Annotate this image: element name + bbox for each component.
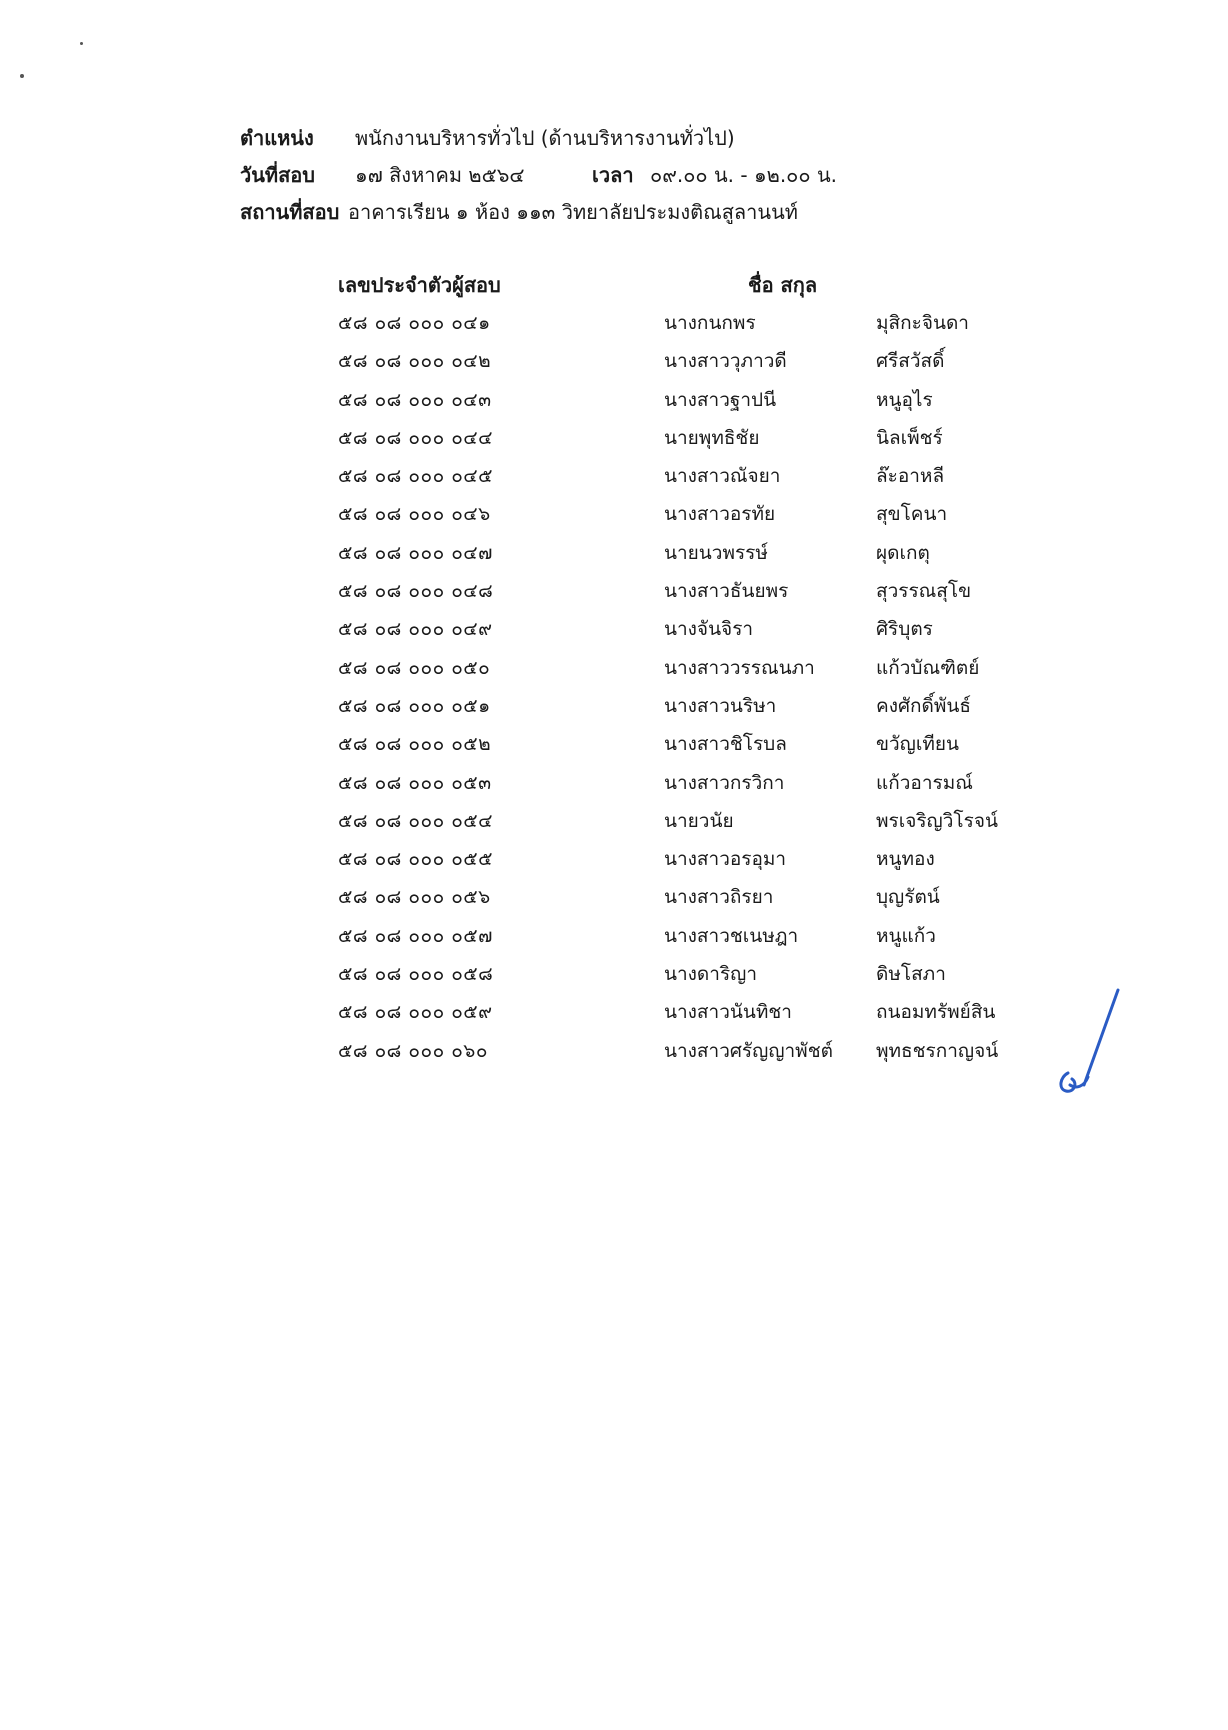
candidate-last-name: ผุดเกตุ — [876, 541, 930, 564]
candidate-list — [338, 266, 1038, 1070]
table-row — [338, 610, 1038, 648]
candidate-last-name: แก้วบัณฑิตย์ — [876, 656, 980, 679]
scan-speck — [80, 42, 83, 45]
candidate-last-name: ศิริบุตร — [876, 618, 933, 641]
candidate-id: ๕๘ ๐๘ ๐๐๐ ๐๔๔ — [338, 426, 494, 449]
table-row — [338, 419, 1038, 457]
table-body — [338, 304, 1038, 1070]
candidate-last-name: สุวรรณสุโข — [876, 580, 972, 603]
candidate-first-name: นางสาวนริษา — [664, 694, 777, 717]
candidate-first-name: นางสาวอรทัย — [664, 503, 776, 526]
table-row — [338, 304, 1038, 342]
candidate-last-name: บุญรัตน์ — [876, 886, 940, 909]
time-value: ๐๙.๐๐ น. - ๑๒.๐๐ น. — [650, 163, 837, 187]
candidate-id: ๕๘ ๐๘ ๐๐๐ ๐๕๐ — [338, 656, 491, 679]
candidate-id: ๕๘ ๐๘ ๐๐๐ ๐๕๗ — [338, 924, 493, 947]
candidate-first-name: นายวนัย — [664, 809, 734, 832]
candidate-first-name: นายพุทธิชัย — [664, 426, 760, 449]
table-row — [338, 725, 1038, 763]
candidate-last-name: หนูอุไร — [876, 388, 933, 411]
candidate-last-name: แก้วอารมณ์ — [876, 771, 973, 794]
candidate-last-name: หนูแก้ว — [876, 924, 936, 947]
candidate-first-name: นางกนกพร — [664, 312, 756, 334]
venue-label: สถานที่สอบ — [240, 200, 340, 224]
candidate-id: ๕๘ ๐๘ ๐๐๐ ๐๕๓ — [338, 771, 492, 794]
candidate-first-name: นางดาริญา — [664, 963, 758, 986]
candidate-id: ๕๘ ๐๘ ๐๐๐ ๐๔๗ — [338, 541, 493, 564]
candidate-last-name: คงศักดิ์พันธ์ — [876, 694, 971, 717]
candidate-first-name: นางสาวชเนษฎา — [664, 924, 799, 947]
candidate-first-name: นางสาวฐาปนี — [664, 388, 777, 411]
table-row — [338, 457, 1038, 495]
venue-value: อาคารเรียน ๑ ห้อง ๑๑๓ วิทยาลัยประมงติณสูลานนท์ — [348, 200, 798, 224]
candidate-last-name: ดิษโสภา — [876, 963, 946, 986]
candidate-first-name: นางสาวณัจยา — [664, 465, 781, 488]
candidate-id: ๕๘ ๐๘ ๐๐๐ ๐๕๒ — [338, 733, 492, 756]
candidate-last-name: มุสิกะจินดา — [876, 312, 969, 334]
candidate-first-name: นางสาวธันยพร — [664, 580, 789, 603]
exam-header — [240, 120, 1140, 231]
table-row — [338, 381, 1038, 419]
candidate-id: ๕๘ ๐๘ ๐๐๐ ๐๕๔ — [338, 809, 494, 832]
table-row — [338, 955, 1038, 993]
candidate-id: ๕๘ ๐๘ ๐๐๐ ๐๔๖ — [338, 503, 491, 526]
candidate-id: ๕๘ ๐๘ ๐๐๐ ๐๖๐ — [338, 1039, 488, 1062]
table-row — [338, 917, 1038, 955]
candidate-id: ๕๘ ๐๘ ๐๐๐ ๐๕๕ — [338, 848, 494, 871]
candidate-last-name: นิลเพ็ชร์ — [876, 426, 943, 449]
position-value: พนักงานบริหารทั่วไป (ด้านบริหารงานทั่วไป) — [355, 126, 735, 150]
candidate-first-name: นางสาวถิรยา — [664, 886, 774, 909]
candidate-first-name: นางสาวอรอุมา — [664, 848, 787, 871]
table-row — [338, 495, 1038, 533]
position-label: ตำแหน่ง — [240, 126, 314, 150]
venue-row — [240, 194, 1140, 231]
candidate-last-name: พรเจริญวิโรจน์ — [876, 809, 998, 832]
time-label: เวลา — [592, 163, 634, 187]
column-header-id: เลขประจำตัวผู้สอบ — [338, 273, 501, 297]
candidate-first-name: นายนวพรรษ์ — [664, 541, 768, 564]
table-row — [338, 534, 1038, 572]
date-row — [240, 157, 1140, 194]
candidate-id: ๕๘ ๐๘ ๐๐๐ ๐๕๑ — [338, 694, 491, 717]
candidate-last-name: ถนอมทรัพย์สิน — [876, 1001, 996, 1024]
candidate-first-name: นางสาวนันทิชา — [664, 1001, 792, 1024]
candidate-last-name: ล๊ะอาหลี — [876, 465, 945, 488]
table-row — [338, 1032, 1038, 1070]
candidate-last-name: ขวัญเทียน — [876, 733, 959, 756]
table-row — [338, 993, 1038, 1031]
candidate-id: ๕๘ ๐๘ ๐๐๐ ๐๔๘ — [338, 580, 494, 603]
date-value: ๑๗ สิงหาคม ๒๕๖๔ — [355, 163, 525, 187]
table-row — [338, 687, 1038, 725]
candidate-id: ๕๘ ๐๘ ๐๐๐ ๐๔๑ — [338, 312, 491, 334]
candidate-first-name: นางสาวกรวิกา — [664, 771, 785, 794]
candidate-last-name: พุทธชรกาญจน์ — [876, 1039, 999, 1062]
candidate-id: ๕๘ ๐๘ ๐๐๐ ๐๔๓ — [338, 388, 492, 411]
signature-mark — [1048, 985, 1128, 1105]
candidate-first-name: นางสาววรรณนภา — [664, 656, 815, 679]
candidate-id: ๕๘ ๐๘ ๐๐๐ ๐๔๒ — [338, 350, 492, 373]
candidate-first-name: นางสาววุภาวดี — [664, 350, 787, 373]
table-row — [338, 764, 1038, 802]
column-header-name: ชื่อ สกุล — [748, 273, 818, 297]
candidate-last-name: ศรีสวัสดิ์ — [876, 350, 945, 373]
table-row — [338, 572, 1038, 610]
candidate-first-name: นางจันจิรา — [664, 618, 754, 641]
candidate-id: ๕๘ ๐๘ ๐๐๐ ๐๕๘ — [338, 963, 494, 986]
candidate-id: ๕๘ ๐๘ ๐๐๐ ๐๕๙ — [338, 1001, 493, 1024]
candidate-id: ๕๘ ๐๘ ๐๐๐ ๐๕๖ — [338, 886, 491, 909]
candidate-id: ๕๘ ๐๘ ๐๐๐ ๐๔๙ — [338, 618, 493, 641]
table-row — [338, 878, 1038, 916]
candidate-last-name: สุขโคนา — [876, 503, 948, 526]
candidate-first-name: นางสาวชิโรบล — [664, 733, 787, 756]
table-row — [338, 342, 1038, 380]
candidate-last-name: หนูทอง — [876, 848, 935, 871]
table-row — [338, 840, 1038, 878]
candidate-first-name: นางสาวศรัญญาพัชต์ — [664, 1039, 833, 1062]
table-header — [338, 266, 1038, 304]
table-row — [338, 802, 1038, 840]
table-row — [338, 649, 1038, 687]
position-row — [240, 120, 1140, 157]
scan-speck — [20, 74, 24, 78]
candidate-id: ๕๘ ๐๘ ๐๐๐ ๐๔๕ — [338, 465, 494, 488]
date-label: วันที่สอบ — [240, 163, 315, 187]
